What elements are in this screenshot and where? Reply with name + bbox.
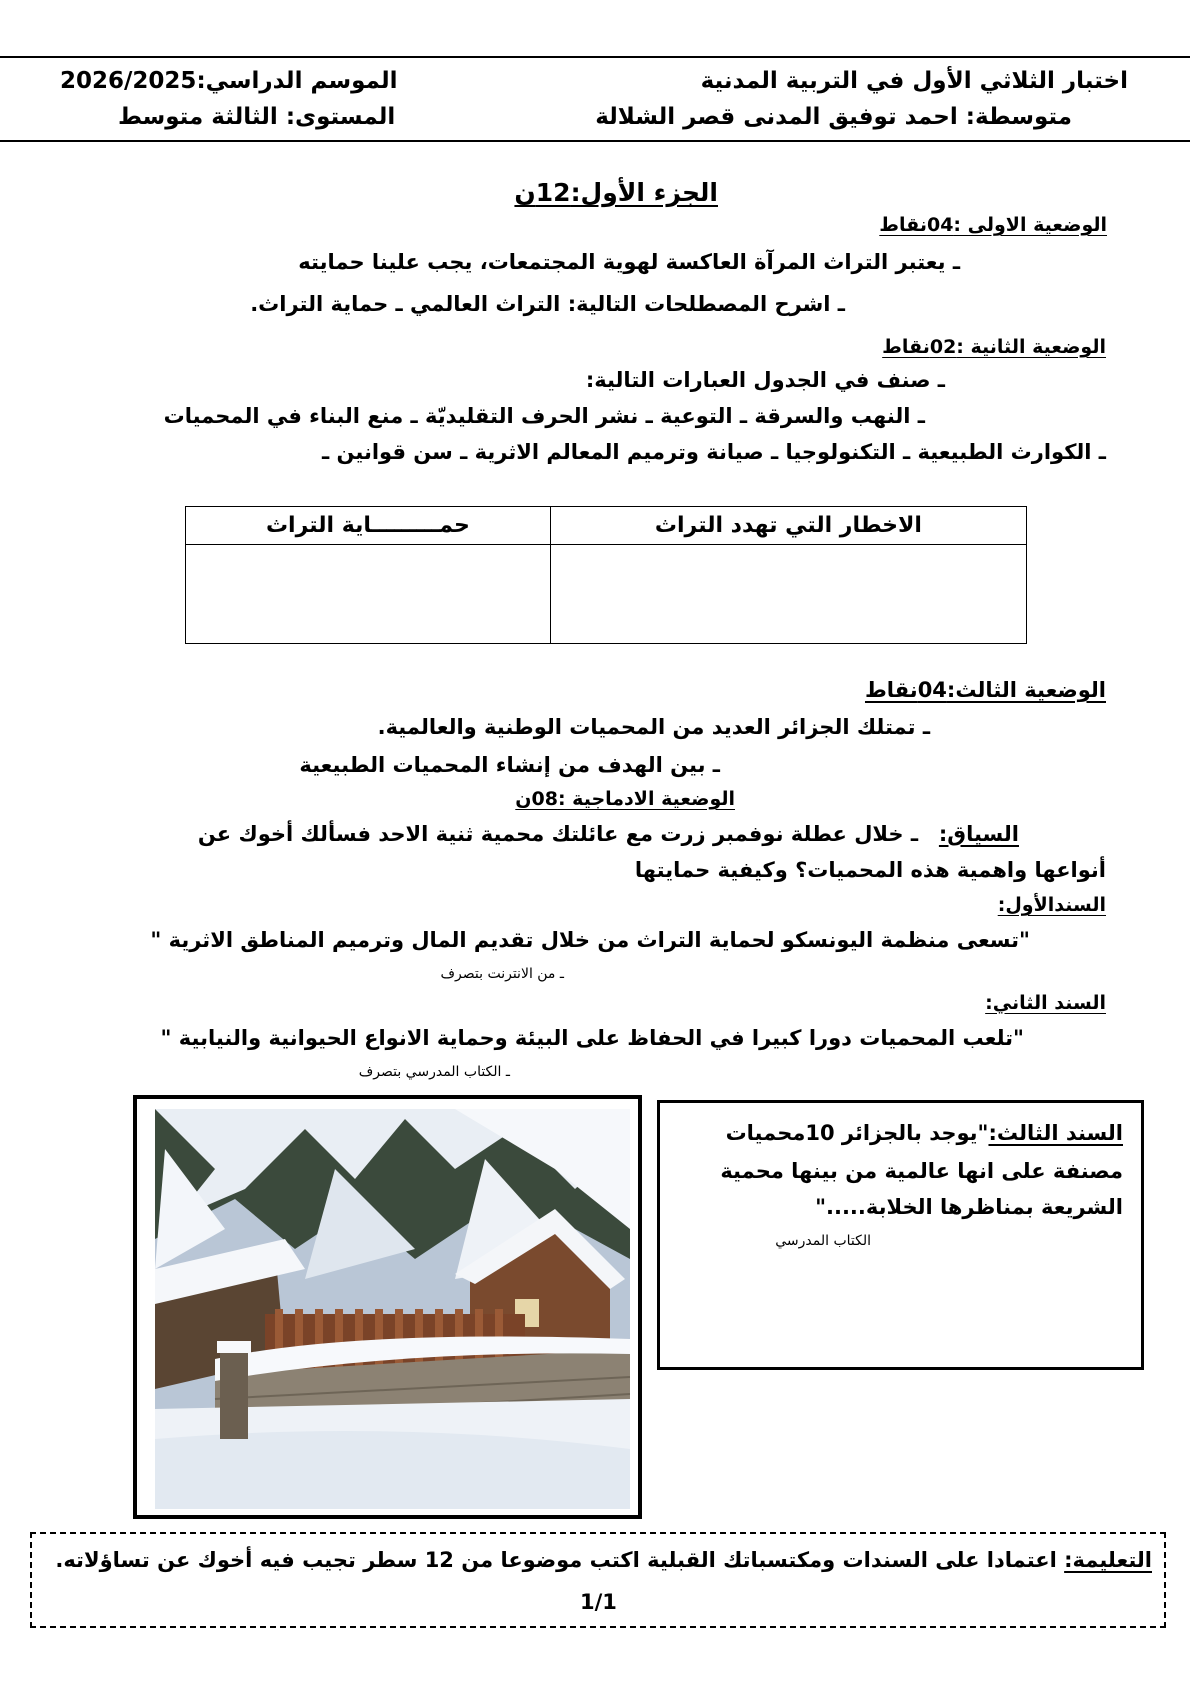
instruction-line: [55, 1548, 1152, 1572]
header-top-rule: [0, 56, 1190, 58]
instruction-label: التعليمة:: [1064, 1548, 1152, 1572]
classification-table: [185, 506, 1027, 644]
doc3-source: الكتاب المدرسي: [775, 1233, 871, 1249]
situation2-line3: ـ الكوارث الطبيعية ـ التكنولوجيا ـ صيانة وترميم المعالم الاثرية ـ سن قوانين ـ: [322, 440, 1106, 464]
part1-title: الجزء الأول:12ن: [514, 178, 718, 207]
situation2-title: الوضعية الثانية :02نقاط: [882, 336, 1106, 358]
situation1-line2: ـ اشرح المصطلحات التالية: التراث العالمي ـ حماية التراث.: [250, 292, 845, 316]
situation3-title: الوضعية الثالث:04نقاط: [864, 678, 1106, 702]
snowy-reserve-photo: [155, 1109, 630, 1509]
school-season: الموسم الدراسي:2026/2025: [60, 68, 398, 94]
header-bottom-rule: [0, 140, 1190, 142]
table-cell-protection[interactable]: [186, 545, 551, 644]
doc1-text: "تسعى منظمة اليونسكو لحماية التراث من خلال تقديم المال وترميم المناطق الاثرية ": [150, 928, 1030, 952]
context-line2: أنواعها واهمية هذه المحميات؟ وكيفية حمايتها: [634, 858, 1106, 882]
situation2-line2: ـ النهب والسرقة ـ التوعية ـ نشر الحرف التقليديّة ـ منع البناء في المحميات: [163, 404, 925, 428]
table-header-threats: الاخطار التي تهدد التراث: [550, 507, 1026, 545]
doc1-source: ـ من الانترنت بتصرف: [440, 966, 564, 982]
photo-frame: [133, 1095, 642, 1519]
table-header-protection: حمـــــــــاية التراث: [186, 507, 551, 545]
integration-title: الوضعية الادماجية :08ن: [515, 788, 735, 810]
doc3-line1: "يوجد بالجزائر 10محميات: [725, 1121, 989, 1145]
situation3-line1: ـ تمتلك الجزائر العديد من المحميات الوطنية والعالمية.: [377, 715, 930, 739]
school-level: المستوى: الثالثة متوسط: [118, 104, 396, 130]
doc2-text: "تلعب المحميات دورا كبيرا في الحفاظ على البيئة وحماية الانواع الحيوانية والنيابية ": [160, 1026, 1024, 1050]
doc3-line3: الشريعة بمناظرها الخلابة.....": [815, 1195, 1123, 1219]
doc3-line1-wrap: [726, 1121, 1123, 1145]
page-number: 1/1: [580, 1590, 617, 1614]
doc3-label: السند الثالث:: [988, 1121, 1123, 1145]
doc2-source: ـ الكتاب المدرسي بتصرف: [358, 1064, 510, 1080]
situation2-line1: ـ صنف في الجدول العبارات التالية:: [585, 368, 945, 392]
context-line1: ـ خلال عطلة نوفمبر زرت مع عائلتك محمية ثنية الاحد فسألك أخوك عن: [197, 822, 918, 846]
doc1-label: السندالأول:: [997, 894, 1106, 916]
school-name: متوسطة: احمد توفيق المدنى قصر الشلالة: [595, 104, 1072, 130]
context-label: السياق:: [938, 822, 1019, 846]
doc2-label: السند الثاني:: [985, 992, 1106, 1014]
doc3-box: [657, 1100, 1144, 1370]
instruction-box: [30, 1532, 1166, 1628]
table-cell-threats[interactable]: [550, 545, 1026, 644]
instruction-text: اعتمادا على السندات ومكتسباتك القبلية اكتب موضوعا من 12 سطر تجيب فيه أخوك عن تساؤلاته.: [55, 1548, 1065, 1572]
situation3-line2: ـ بين الهدف من إنشاء المحميات الطبيعية: [299, 753, 720, 777]
situation1-line1: ـ يعتبر التراث المرآة العاكسة لهوية المجتمعات، يجب علينا حمايته: [298, 250, 960, 274]
doc3-line2: مصنفة على انها عالمية من بينها محمية: [720, 1159, 1123, 1183]
exam-title: اختبار الثلاثي الأول في التربية المدنية: [700, 68, 1128, 94]
situation1-title: الوضعية الاولى :04نقاط: [879, 214, 1107, 236]
